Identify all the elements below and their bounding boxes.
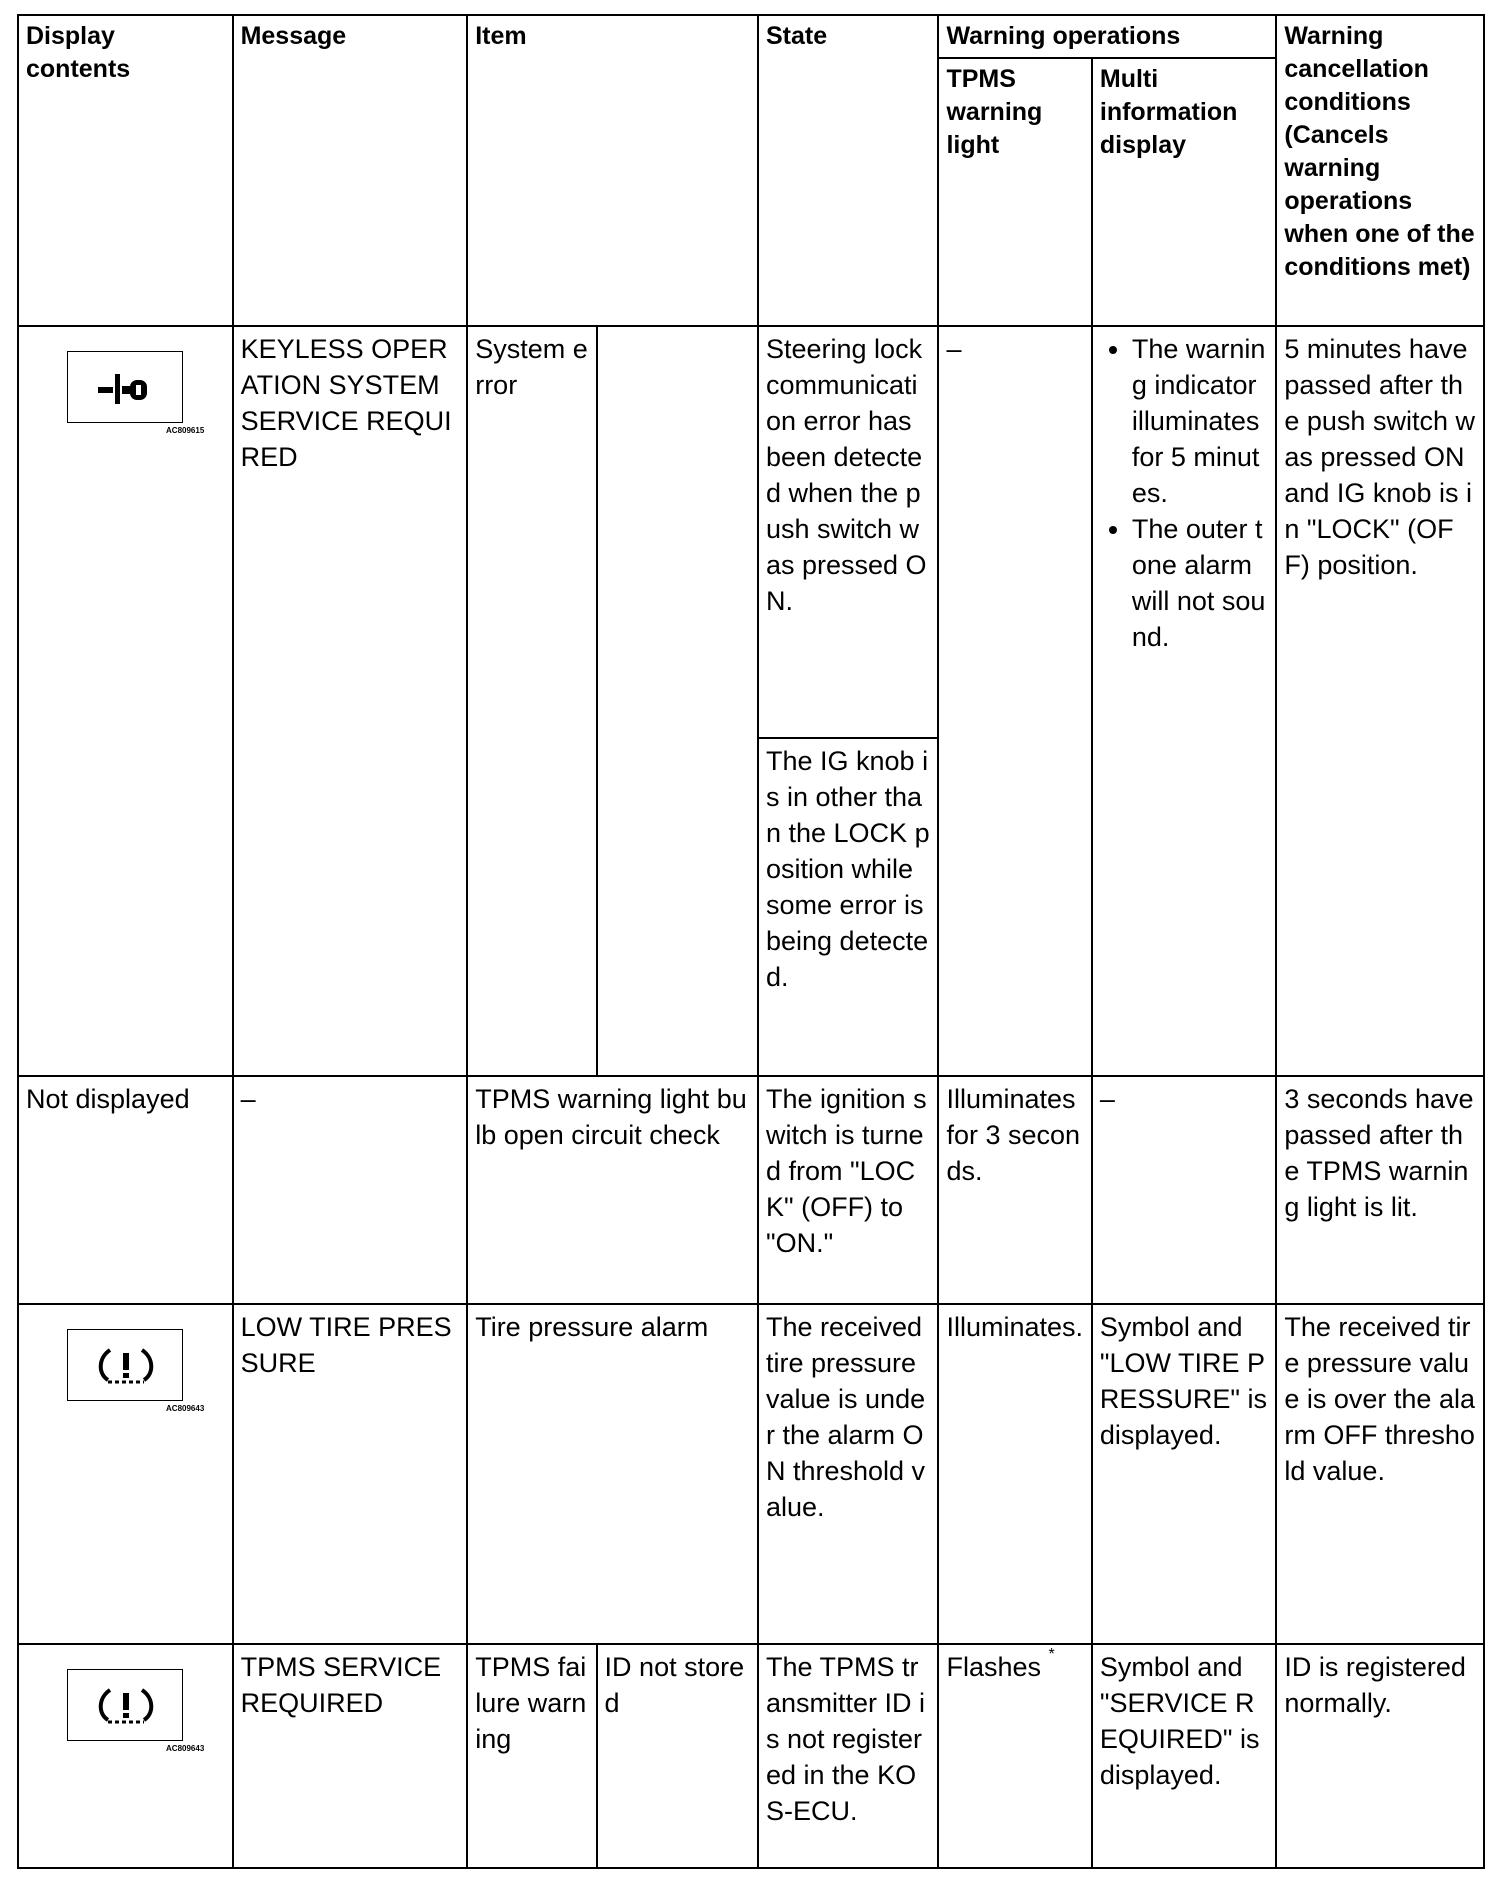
tpms-light-cell: – — [938, 326, 1091, 1076]
display-cell: Symbol and "SERVICE REQUIRED" is displayed. — [1092, 1644, 1277, 1868]
message-cell: – — [233, 1076, 468, 1304]
display-contents-cell — [18, 326, 233, 1076]
header-tpms-warning-light: TPMS warning light — [938, 58, 1091, 326]
display-cell: – — [1092, 1076, 1277, 1304]
sub-item-cell: ID not stored — [597, 1644, 758, 1868]
item-cell: System error — [467, 326, 596, 1076]
display-bullet-list — [1100, 331, 1269, 655]
header-state: State — [758, 15, 938, 326]
display-cell — [1092, 326, 1277, 1076]
header-multi-information-display: Multi information display — [1092, 58, 1277, 326]
list-item: • The warning indicator illuminates for 5 minutes. — [1132, 331, 1269, 511]
message-cell: KEYLESS OPERATION SYSTEM SERVICE REQUIRED — [233, 326, 468, 1076]
state-cell: The TPMS transmitter ID is not registered in the KOS-ECU. — [758, 1644, 938, 1868]
icon-code: AC809643 — [166, 1404, 205, 1413]
icon-code: AC809643 — [166, 1744, 205, 1753]
list-item: • The outer tone alarm will not sound. — [1132, 511, 1269, 655]
warning-table — [17, 14, 1485, 1869]
tpms-light-cell: Illuminates for 3 seconds. — [938, 1076, 1091, 1304]
cancel-cell: 3 seconds have passed after the TPMS warning light is lit. — [1276, 1076, 1484, 1304]
display-contents-cell — [18, 1304, 233, 1644]
header-message: Message — [233, 15, 468, 326]
tire-pressure-warning-icon — [67, 1329, 205, 1413]
header-display-contents: Display contents — [18, 15, 233, 326]
state-cell: The received tire pressure value is under the alarm ON threshold value. — [758, 1304, 938, 1644]
cancel-cell: 5 minutes have passed after the push switch was pressed ON and IG knob is in "LOCK" (OFF) position. — [1276, 326, 1484, 1076]
header-cancellation: Warning cancellation conditions (Cancels warning operations when one of the conditions met) — [1276, 15, 1484, 326]
key-warning-icon — [67, 351, 205, 435]
icon-code: AC809615 — [166, 426, 205, 435]
display-cell: Symbol and "LOW TIRE PRESSURE" is displayed. — [1092, 1304, 1277, 1644]
header-warning-operations: Warning operations — [938, 15, 1276, 58]
header-item: Item — [467, 15, 758, 326]
footnote-marker: * — [1048, 1646, 1055, 1663]
item-cell: TPMS failure warning — [467, 1644, 596, 1868]
display-contents-cell: Not displayed — [18, 1076, 233, 1304]
sub-item-cell — [597, 326, 758, 1076]
cancel-cell: ID is registered normally. — [1276, 1644, 1484, 1868]
message-cell: LOW TIRE PRESSURE — [233, 1304, 468, 1644]
tpms-light-cell — [938, 1644, 1091, 1868]
item-cell: Tire pressure alarm — [467, 1304, 758, 1644]
tire-pressure-warning-icon — [67, 1669, 205, 1753]
item-cell: TPMS warning light bulb open circuit check — [467, 1076, 758, 1304]
cancel-cell: The received tire pressure value is over the alarm OFF threshold value. — [1276, 1304, 1484, 1644]
tpms-light-cell: Illuminates. — [938, 1304, 1091, 1644]
state-cell: The IG knob is in other than the LOCK position while some error is being detected. — [758, 738, 938, 1076]
tpms-light-text: Flashes — [946, 1652, 1042, 1682]
state-cell: The ignition switch is turned from "LOCK" (OFF) to "ON." — [758, 1076, 938, 1304]
message-cell: TPMS SERVICE REQUIRED — [233, 1644, 468, 1868]
display-contents-cell — [18, 1644, 233, 1868]
state-cell: Steering lock communication error has been detected when the push switch was pressed ON. — [758, 326, 938, 738]
